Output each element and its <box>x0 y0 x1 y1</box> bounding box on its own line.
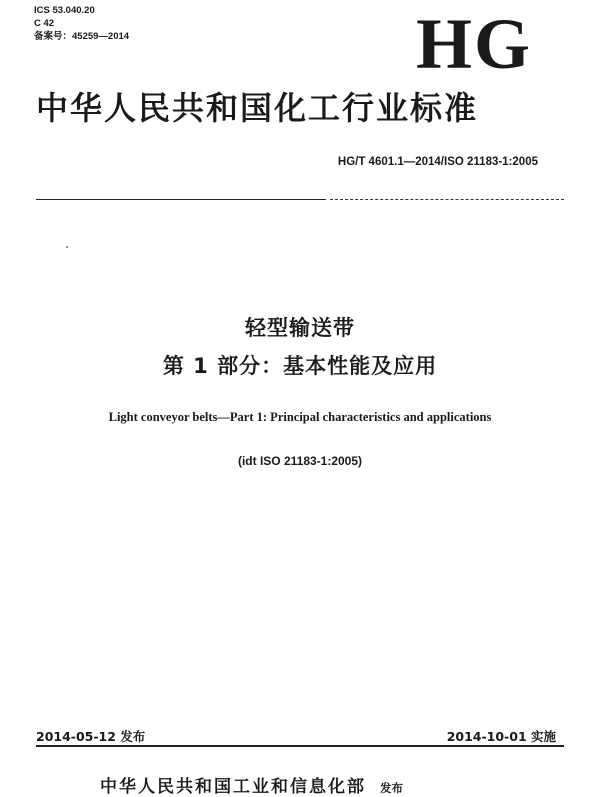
record-number: 备案号：45259—2014 <box>34 31 130 42</box>
scan-speck <box>66 246 68 248</box>
english-title: Light conveyor belts—Part 1: Principal characteristics and applications <box>108 410 492 424</box>
publisher-action: 发布 <box>380 781 403 795</box>
publisher-name: 中华人民共和国工业和信息化部 <box>100 777 366 797</box>
equivalence-note: (idt ISO 21183-1:2005) <box>237 454 363 468</box>
footer-rule <box>36 745 564 747</box>
header-rule-dashed <box>330 199 564 200</box>
ics-code: ICS 53.040.20 <box>34 5 95 16</box>
header-rule <box>36 199 326 200</box>
hg-logo: HG <box>415 4 532 84</box>
implementation-date: 2014-10-01 实施 <box>446 729 556 744</box>
issue-date: 2014-05-12 发布 <box>36 729 146 744</box>
title-line-1: 轻型输送带 <box>245 316 355 340</box>
ccs-code: C 42 <box>34 18 55 29</box>
title-line-2: 第 1 部分：基本性能及应用 <box>162 354 438 378</box>
organization-title: 中华人民共和国化工行业标准 <box>36 89 479 127</box>
standard-number: HG/T 4601.1—2014/ISO 21183-1:2005 <box>337 156 538 168</box>
publisher <box>100 772 403 797</box>
header-meta <box>34 4 129 43</box>
